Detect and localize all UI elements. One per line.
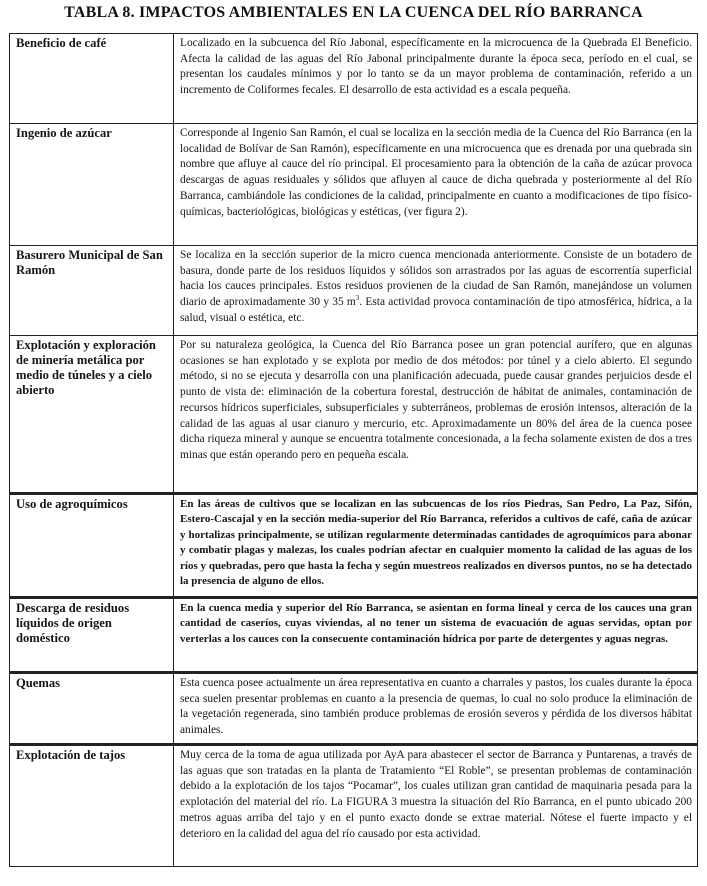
impacts-table: [9, 33, 698, 867]
table-row: [10, 34, 698, 124]
row-description: Muy cerca de la toma de agua utilizada por AyA para abastecer el sector de Barranca y Puntarenas, a través de las aguas que son tratadas en la planta de Tratamiento “El Roble”, se presentan problemas de contaminación debido a la explotación de los tajos “Pocamar”, los cuales utilizan gran cantidad de maquinaria pesada para la explotación del material del río. La FIGURA 3 muestra la situación del Río Barranca, en el punto ubicado 200 metros aguas arriba del tajo y en el punto exacto donde se extrae material. Nótese el fuerte impacto y el deterioro en la calidad del agua del río causado por esta actividad.: [174, 745, 698, 867]
row-description: Localizado en la subcuenca del Río Jabonal, específicamente en la microcuenca de la Quebrada El Beneficio. Afecta la calidad de las aguas del Río Jabonal principalmente durante la época seca, período en el cual, se presentan los caudales mínimos y por lo tanto se da un mayor problema de contaminación, referido a un incremento de Coliformes fecales. El desarrollo de esta actividad es a escala pequeña.: [174, 34, 698, 124]
row-label: Descarga de residuos líquidos de origen doméstico: [10, 598, 174, 673]
table-row: [10, 598, 698, 673]
row-label: Ingenio de azúcar: [10, 124, 174, 246]
row-label: Beneficio de café: [10, 34, 174, 124]
table-row: [10, 246, 698, 336]
cubic-superscript: 3: [355, 294, 360, 303]
row-label: Quemas: [10, 673, 174, 745]
row-label: Uso de agroquímicos: [10, 494, 174, 598]
table-row: [10, 673, 698, 745]
row-description: En la cuenca media y superior del Río Barranca, se asientan en forma lineal y cerca de los cauces una gran cantidad de caseríos, cuyas viviendas, al no tener un sistema de evacuación de aguas servidas, optan por verterlas a los cauces con la consecuente contaminación hídrica por parte de detergentes y aguas negras.: [174, 598, 698, 673]
row-description: Esta cuenca posee actualmente un área representativa en cuanto a charrales y pastos, los cuales durante la época seca suelen presentar problemas en cuanto a la presencia de quemas, lo cual no solo produce la eliminación de la vegetación regenerada, sino también produce problemas de erosión severos y pérdida de los diversos hábitat animales.: [174, 673, 698, 745]
table-title: TABLA 8. IMPACTOS AMBIENTALES EN LA CUENCA DEL RÍO BARRANCA: [64, 4, 643, 21]
table-row: [10, 745, 698, 867]
row-label: Explotación de tajos: [10, 745, 174, 867]
row-description: En las áreas de cultivos que se localizan en las subcuencas de los ríos Piedras, San Pedro, La Paz, Sifón, Estero-Cascajal y en la sección media-superior del Río Barranca, referidos a cultivos de café, caña de azúcar y hortalizas principalmente, se utilizan regularmente determinadas cantidades de agroquímicos para abonar y combatir plagas y malezas, los cuales podrían afectar en cualquier momento la calidad de las aguas de los ríos y quebradas, pero que hasta la fecha y según muestreos realizados en diversos puntos, no se ha detectado la presencia de alguno de ellos.: [174, 494, 698, 598]
row-label: Basurero Municipal de San Ramón: [10, 246, 174, 336]
table-row: [10, 336, 698, 494]
row-description: [174, 246, 698, 336]
row-description-tail: . Esta actividad provoca contaminación de tipo atmosférica, hídrica, a la salud, visual o estética, etc.: [180, 296, 692, 324]
table-row: [10, 124, 698, 246]
table-row: [10, 494, 698, 598]
row-description-main: Se localiza en la sección superior de la micro cuenca mencionada anteriormente. Consiste de un botadero de basura, donde parte de los residuos líquidos y sólidos son arrastrados por las aguas de escorrentía superficial hacia los cauces principales. Estos residuos provienen de la ciudad de San Ramón, manejándose un volumen diario de aproximadamente 30 y 35 m: [180, 249, 692, 309]
row-description: Corresponde al Ingenio San Ramón, el cual se localiza en la sección media de la Cuenca del Río Barranca (en la localidad de Bolívar de San Ramón), específicamente en una microcuenca que es drenada por una quebrada sin nombre que afluye al cauce del río principal. El procesamiento para la obtención de la caña de azúcar provoca descargas de aguas residuales y sólidos que afluyen al cauce de dicha quebrada y posteriormente al del Río Barranca, cambiándole las condiciones de la calidad, principalmente en cuanto a modificaciones de tipo físico-químicas, bacteriológicas, biológicas y estéticas, (ver figura 2).: [174, 124, 698, 246]
row-description: Por su naturaleza geológica, la Cuenca del Río Barranca posee un gran potencial aurífero, que en algunas ocasiones se han explotado y se explota por medio de dos métodos: por túnel y a cielo abierto. El segundo método, si no se ejecuta y desarrolla con una planificación adecuada, puede causar grandes perjuicios desde el punto de vista de: eliminación de la cobertura forestal, destrucción de hábitat de animales, contaminación de recursos hídricos superficiales, subsuperficiales y subterráneos, problemas de erosión intensos, alteración de la calidad de las aguas al usar cianuro y mercurio, etc. Aproximadamente un 80% del área de la cuenca posee dicha riqueza mineral y aunque se encuentra totalmente concesionada, a la fecha solamente existen de dos a tres minas que están operando pero en pequeña escala.: [174, 336, 698, 494]
row-label: Explotación y exploración de minería metálica por medio de túneles y a cielo abierto: [10, 336, 174, 494]
